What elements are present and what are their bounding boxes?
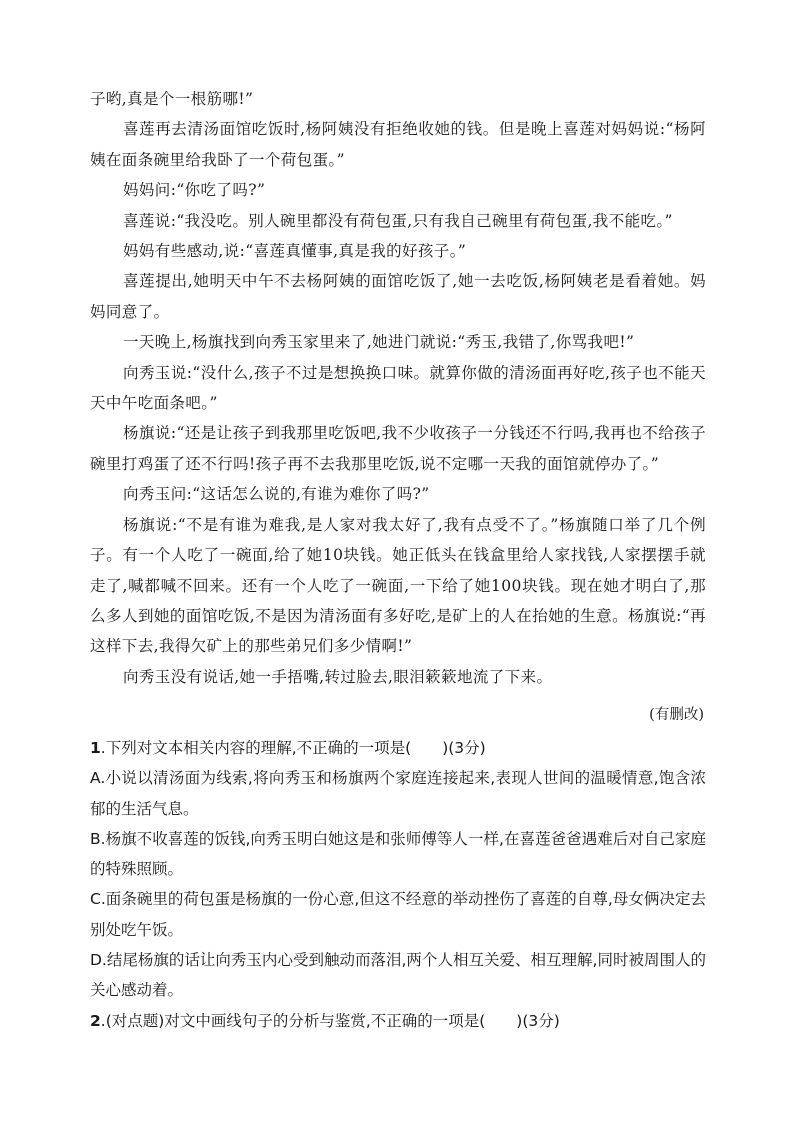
question-text: .下列对文本相关内容的理解,不正确的一项是( )(3分) (100, 739, 486, 757)
source-note: (有删改) (649, 707, 704, 723)
question-number: 2 (90, 1011, 101, 1030)
answer-option: B.杨旗不收喜莲的饭钱,向秀玉明白她这是和张师傅等人一样,在喜莲爸爸遇难后对自己家庭的特殊照顾。 (90, 829, 706, 879)
question-text: .(对点题)对文中画线句子的分析与鉴赏,不正确的一项是( )(3分) (100, 1011, 560, 1030)
story-paragraph: 妈妈问:“你吃了吗?” (123, 181, 266, 200)
story-paragraph: 喜莲提出,她明天中午不去杨阿姨的面馆吃饭了,她一去吃饭,杨阿姨老是看着她。妈妈同意了。 (90, 272, 706, 321)
answer-option: D.结尾杨旗的话让向秀玉内心受到触动而落泪,两个人相互关爱、相互理解,同时被周围人的关心感动着。 (90, 951, 706, 1000)
question-stem (90, 733, 706, 763)
story-paragraph: 一天晚上,杨旗找到向秀玉家里来了,她进门就说:“秀玉,我错了,你骂我吧!” (123, 333, 635, 352)
story-paragraph: 向秀玉没有说话,她一手捂嘴,转过脸去,眼泪簌簌地流了下来。 (123, 667, 553, 686)
question-number: 1 (90, 739, 101, 757)
story-paragraph: 向秀玉问:“这话怎么说的,有谁为难你了吗?” (123, 485, 430, 504)
story-text (90, 84, 706, 692)
questions-section (90, 733, 706, 1036)
story-paragraph: 喜莲再去清汤面馆吃饭时,杨阿姨没有拒绝收她的钱。但是晚上喜莲对妈妈说:“杨阿姨在面条碗里给我卧了一个荷包蛋。” (90, 120, 706, 169)
story-paragraph: 杨旗说:“不是有谁为难我,是人家对我太好了,我有点受不了。”杨旗随口举了几个例子。有一个人吃了一碗面,给了她10块钱。她正低头在钱盒里给人家找钱,人家摆摆手就走了,喊都喊不回来。还有一个人吃了一碗面,一下给了她100块钱。现在她才明白了,那么多人到她的面馆吃饭,不是因为清汤面有多好吃,是矿上的人在抬她的生意。杨旗说:“再这样下去,我得欠矿上的那些弟兄们多少情啊!” (90, 515, 706, 656)
answer-option: C.面条碗里的荷包蛋是杨旗的一份心意,但这不经意的举动挫伤了喜莲的自尊,母女俩决定去别处吃午饭。 (90, 890, 706, 939)
story-paragraph: 子哟,真是个一根筋哪!” (90, 90, 254, 108)
story-paragraph: 杨旗说:“还是让孩子到我那里吃饭吧,我不少收孩子一分钱还不行吗,我再也不给孩子碗里打鸡蛋了还不行吗!孩子再不去我那里吃饭,说不定哪一天我的面馆就停办了。” (90, 424, 706, 473)
answer-option: A.小说以清汤面为线索,将向秀玉和杨旗两个家庭连接起来,表现人世间的温暖情意,饱含浓郁的生活气息。 (90, 769, 706, 818)
story-paragraph: 妈妈有些感动,说:“喜莲真懂事,真是我的好孩子。” (123, 242, 467, 261)
story-paragraph: 喜莲说:“我没吃。别人碗里都没有荷包蛋,只有我自己碗里有荷包蛋,我不能吃。” (123, 211, 673, 230)
question-stem (90, 1006, 706, 1036)
story-paragraph: 向秀玉说:“没什么,孩子不过是想换换口味。就算你做的清汤面再好吃,孩子也不能天天中午吃面条吧。” (90, 363, 706, 413)
